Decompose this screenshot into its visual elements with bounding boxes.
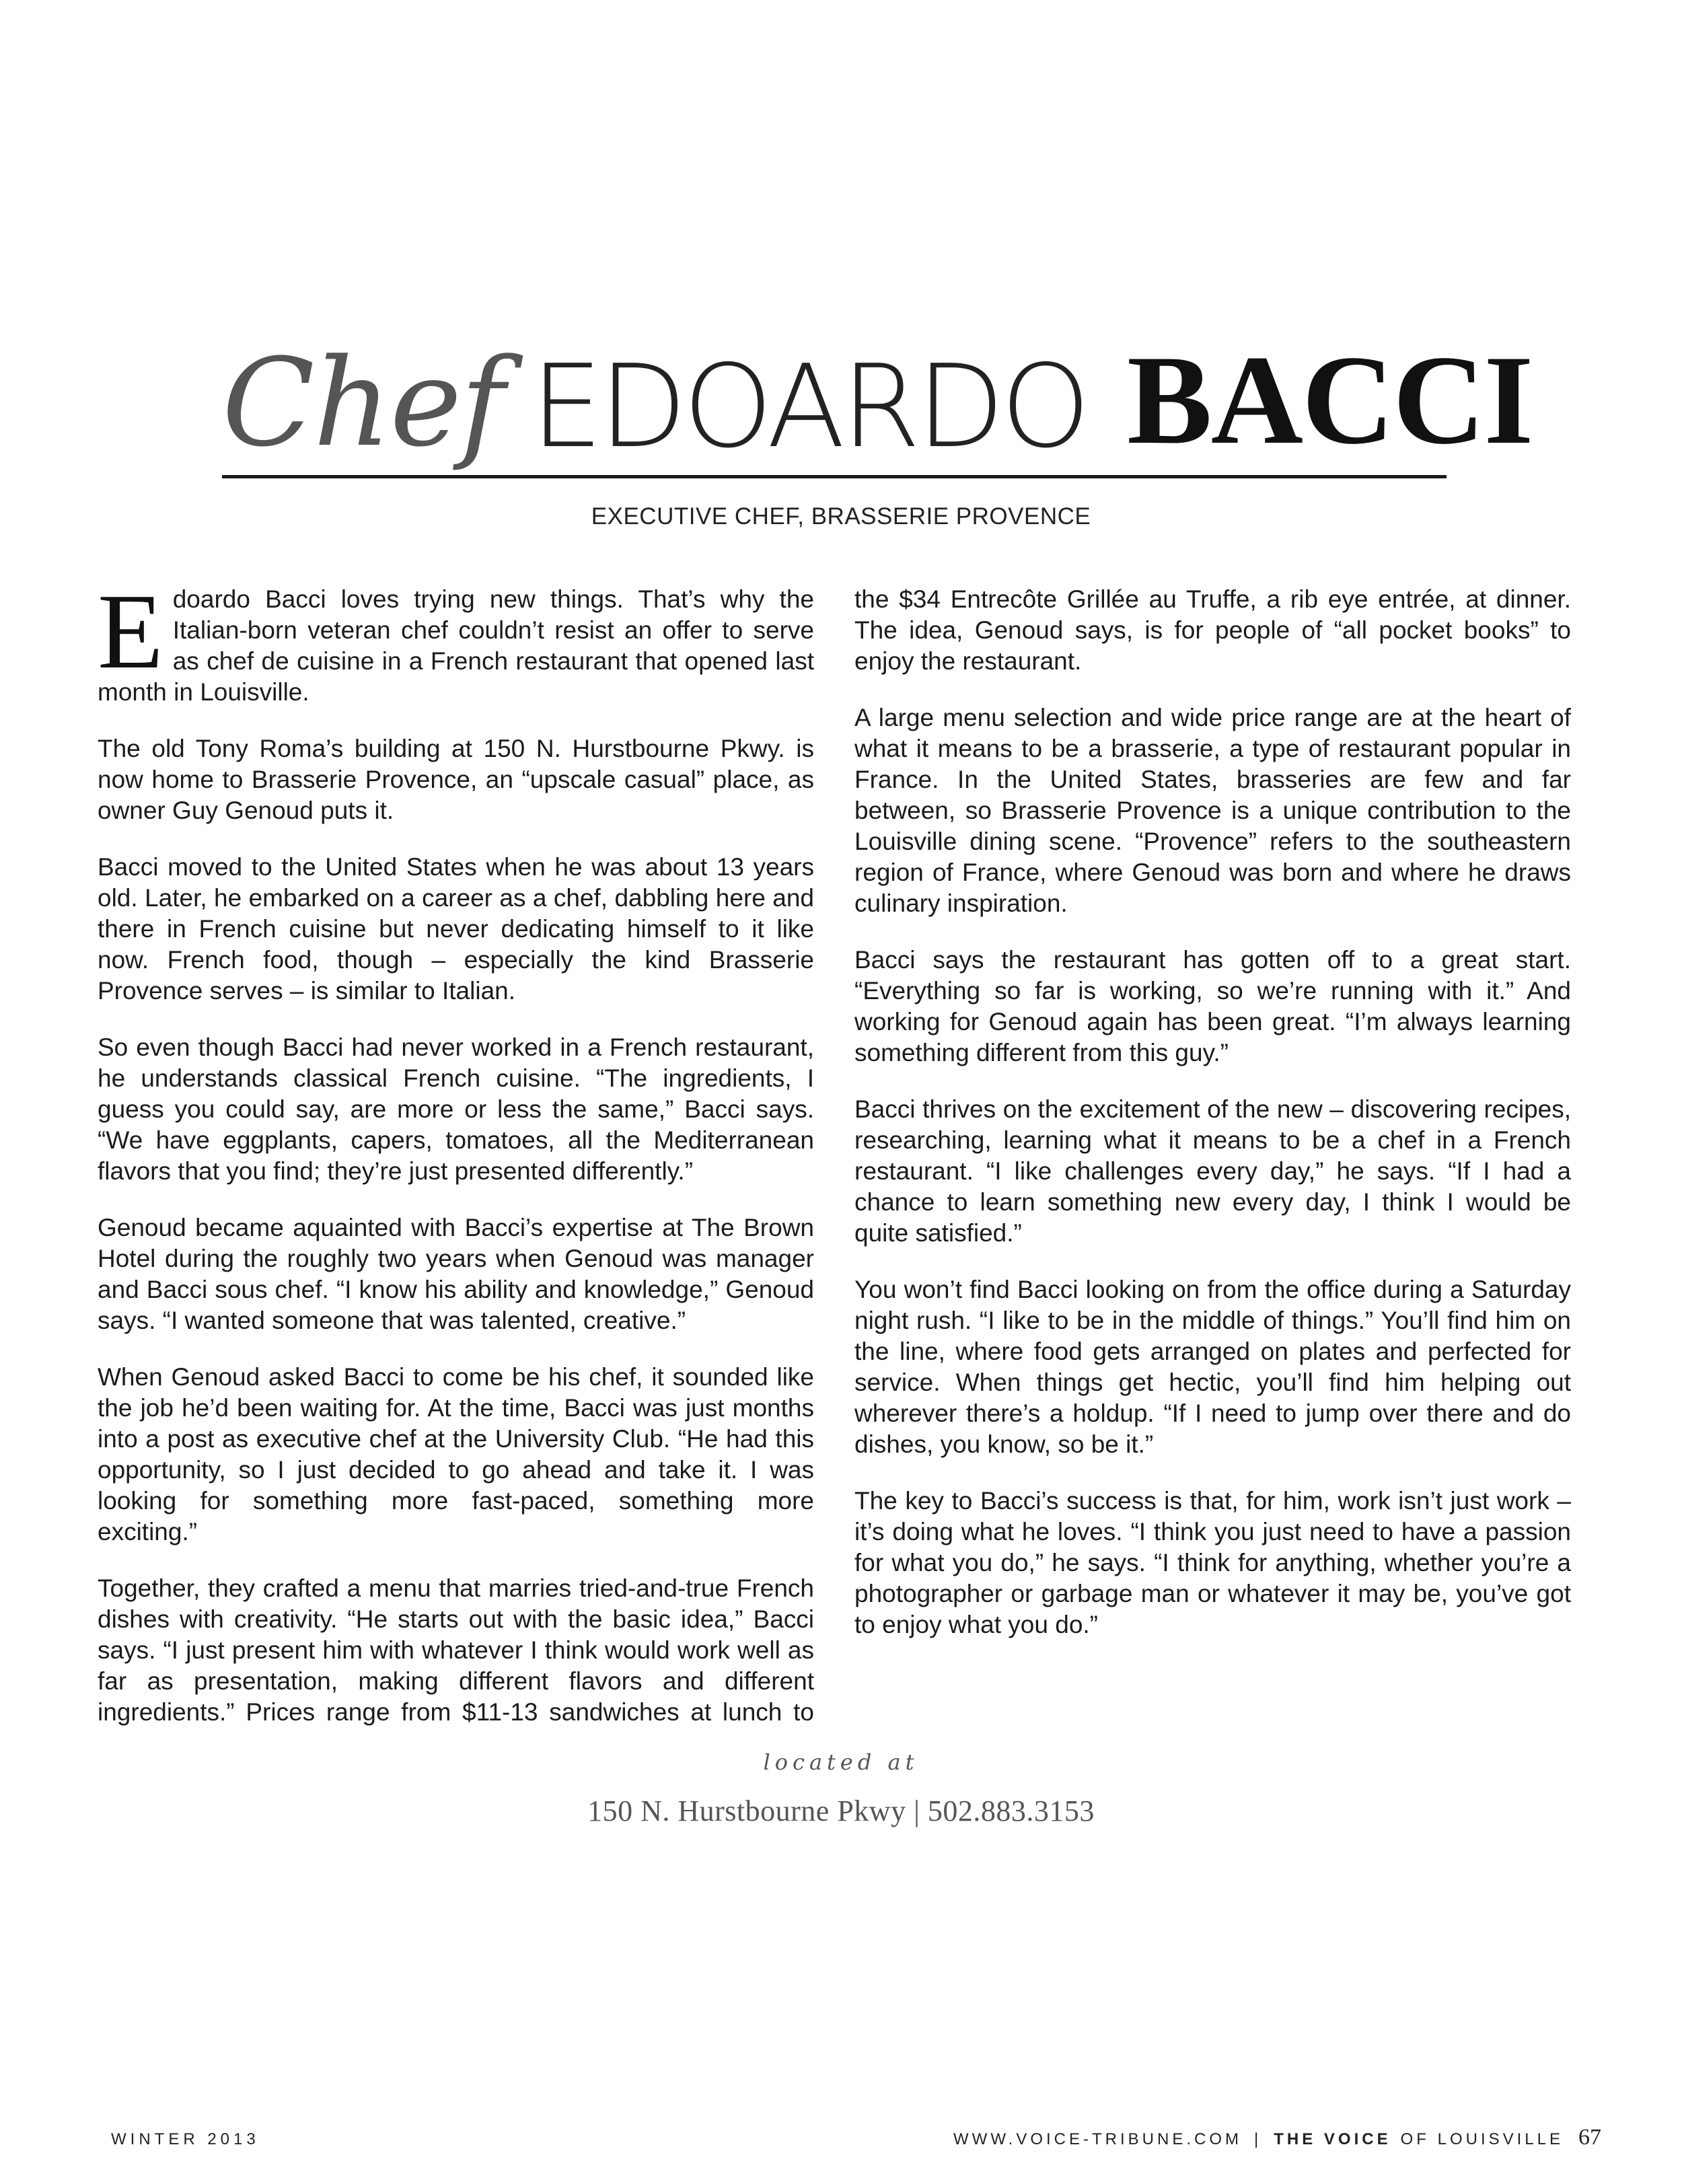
article-paragraph: Together, they crafted a menu that marries tried-and-true French dishes with creativity. “He starts out with the basic idea,” Bacci says. “I just present him with whatever I think would work well as far as presentation, making different flavors and different ingredients.” Prices range from $11-13 sandwiches at lunch to the $34 Entrecôte Grillée au Truffe, a rib eye entrée, at dinner. The idea, Genoud says, is for people of “all pocket books” to enjoy the restaurant. xyxy=(98,585,1571,1726)
article-paragraph: The old Tony Roma’s building at 150 N. Hurstbourne Pkwy. is now home to Brasserie Provence, an “upscale casual” place, as owner Guy Genoud puts it. xyxy=(98,735,814,824)
title-first-name: EDOARDO xyxy=(530,340,1087,474)
article-paragraph: Bacci thrives on the excitement of the new – discovering recipes, researching, learning what it means to be a chef in a French restaurant. “I like challenges every day,” he says. “If I had a chance to learn something new every day, I think I would be quite satisfied.” xyxy=(854,1095,1571,1247)
title-divider xyxy=(222,475,1447,478)
footer-separator: | xyxy=(1254,2130,1262,2148)
article-paragraph: Genoud became aquainted with Bacci’s expertise at The Brown Hotel during the roughly two years when Genoud was manager and Bacci sous chef. “I know his ability and knowledge,” Genoud says. “I wanted someone that was talented, creative.” xyxy=(98,1214,814,1334)
located-at-label: located at xyxy=(763,1749,919,1775)
restaurant-address: 150 N. Hurstbourne Pkwy | 502.883.3153 xyxy=(587,1794,1095,1827)
footer-masthead xyxy=(953,2125,1601,2150)
article-paragraph: You won’t find Bacci looking on from the office during a Saturday night rush. “I like to be in the middle of things.” You’ll find him on the line, where food gets arranged on plates and perfected for service. When things get hectic, you’ll find him helping out wherever there’s a holdup. “If I need to jump over there and do dishes, you know, so be it.” xyxy=(854,1276,1571,1458)
article-paragraph: Bacci says the restaurant has gotten off to a great start. “Everything so far is working, so we’re running with it.” And working for Genoud again has been great. “I’m always learning something different from this guy.” xyxy=(854,946,1571,1066)
drop-cap: E xyxy=(98,571,163,691)
footer-magazine-rest: OF LOUISVILLE xyxy=(1400,2130,1564,2148)
article-paragraph: So even though Bacci had never worked in a French restaurant, he understands classical French cuisine. “The ingredients, I guess you could say, are more or less the same,” Bacci says. “We have eggplants, capers, tomatoes, all the Mediterranean flavors that you find; they’re just presented differently.” xyxy=(98,1033,814,1185)
title-last-name: BACCI xyxy=(1127,330,1533,471)
article-subtitle: EXECUTIVE CHEF, BRASSERIE PROVENCE xyxy=(591,503,1091,530)
article-paragraph-intro xyxy=(98,571,814,708)
article-title xyxy=(222,303,1533,474)
article-paragraph: The key to Bacci’s success is that, for him, work isn’t just work – it’s doing what he loves. “I think you just need to have a passion for what you do,” he says. “I think for anything, whether you’re a photographer or garbage man or whatever it may be, you’ve got to enjoy what you do.” xyxy=(854,1487,1571,1638)
article-paragraph: A large menu selection and wide price range are at the heart of what it means to be a brasserie, a type of restaurant popular in France. In the United States, brasseries are few and far between, so Brasserie Provence is a unique contribution to the Louisville dining scene. “Provence” refers to the southeastern region of France, where Genoud was born and where he draws culinary inspiration. xyxy=(854,704,1571,917)
article-paragraph: Bacci moved to the United States when he was about 13 years old. Later, he embarked on a career as a chef, dabbling here and there in French cuisine but never dedicating himself to it like now. French food, though – especially the kind Brasserie Provence serves – is similar to Italian. xyxy=(98,853,814,1005)
footer-magazine-bold: THE VOICE xyxy=(1274,2130,1391,2148)
article-body xyxy=(98,571,1571,1728)
page-number: 67 xyxy=(1578,2125,1601,2150)
article-paragraph: When Genoud asked Bacci to come be his chef, it sounded like the job he’d been waiting for. At the time, Bacci was just months into a post as executive chef at the University Club. “He had this opportunity, so I just decided to go ahead and take it. I was looking for something more fast-paced, something more exciting.” xyxy=(98,1363,814,1545)
footer-website: WWW.VOICE-TRIBUNE.COM xyxy=(953,2130,1242,2148)
footer-issue: WINTER 2013 xyxy=(111,2130,260,2148)
title-chef: Chef xyxy=(222,333,504,474)
intro-text: doardo Bacci loves trying new things. That’s why the Italian-born veteran chef couldn’t resist an offer to serve as chef de cuisine in a French restaurant that opened last month in Louisville. xyxy=(98,585,814,706)
